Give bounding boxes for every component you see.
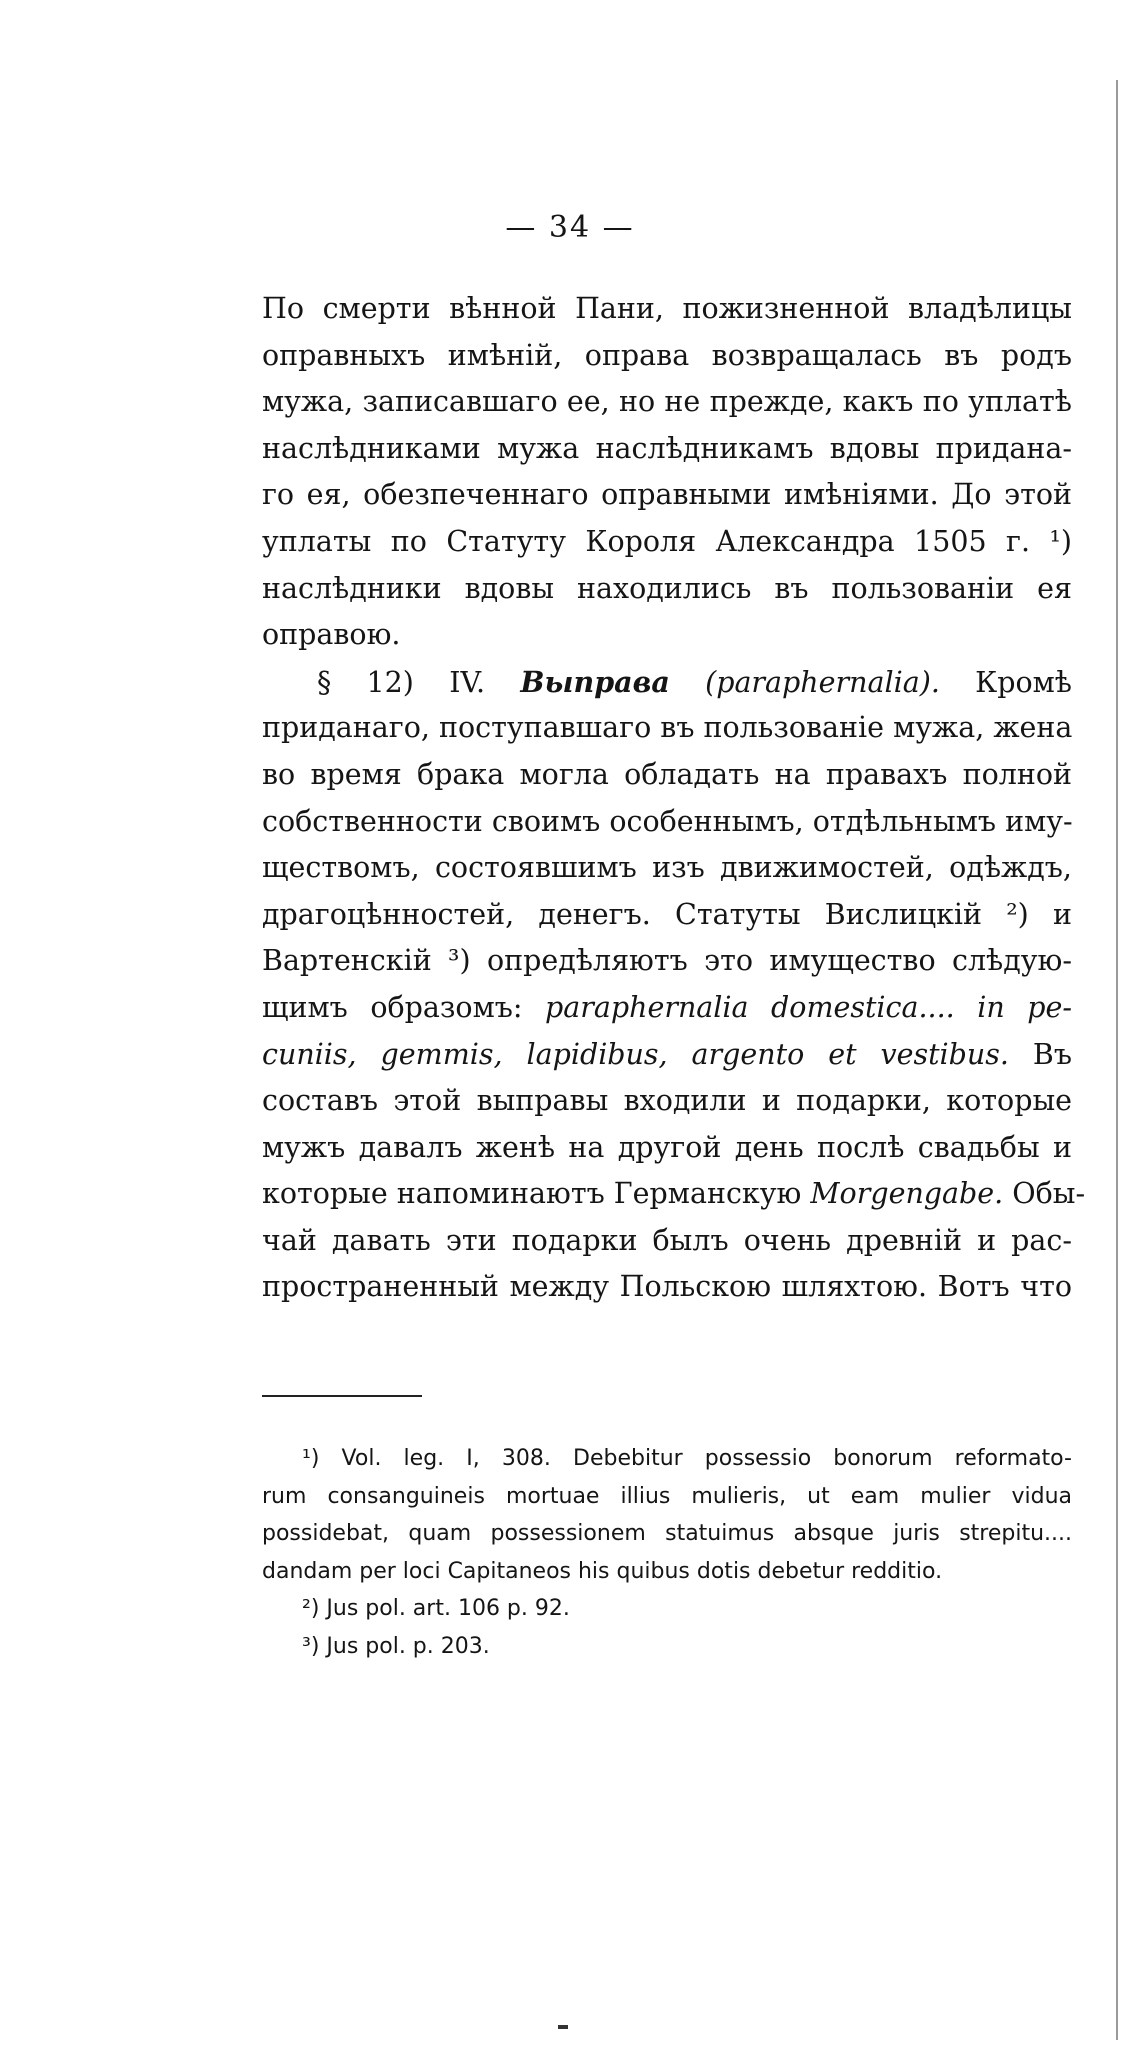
text-line: уплаты по Статуту Короля Александра 1505 г. ¹) <box>262 524 1072 558</box>
latin-quote: cuniis, gemmis, lapidibus, argento et vestibus. <box>262 1037 1009 1071</box>
text-line: во время брака могла обладать на правахъ полной <box>262 757 1072 791</box>
section-title-latin: (paraphernalia). <box>705 665 940 699</box>
text-line: мужъ давалъ женѣ на другой день послѣ свадьбы и <box>262 1130 1072 1164</box>
footnote-line: possidebat, quam possessionem statuimus absque juris strepitu.... <box>262 1521 1072 1546</box>
main-text <box>262 286 1086 1311</box>
text-fragment: которые напоминаютъ Германскую <box>262 1177 802 1211</box>
morgengabe-line <box>262 1171 1086 1218</box>
quote-line <box>262 1032 1072 1079</box>
footnote-2: ²) Jus pol. art. 106 p. 92. <box>302 1596 570 1621</box>
text-line: наслѣдниками мужа наслѣдникамъ вдовы придана- <box>262 431 1072 465</box>
latin-term: Morgengabe. <box>810 1177 1004 1211</box>
bottom-mark <box>558 2025 568 2029</box>
section-mark: § 12) IV. <box>317 665 486 699</box>
text-line: ществомъ, состоявшимъ изъ движимостей, одѣждъ, <box>262 851 1072 885</box>
footnote-line: rum consanguineis mortuae illius mulieris, ut eam mulier vidua <box>262 1483 1072 1509</box>
section-title: Выправа <box>520 664 670 699</box>
text-line: наслѣдники вдовы находились въ пользованіи ея <box>262 571 1072 605</box>
section-line-rest: Кромѣ <box>975 665 1072 699</box>
text-line: чай давать эти подарки былъ очень древній и рас- <box>262 1223 1072 1257</box>
text-line: Вартенскій ³) опредѣляютъ это имущество слѣдую- <box>262 944 1072 978</box>
page-number: — 34 — <box>505 210 635 245</box>
quote-intro: щимъ образомъ: <box>262 990 523 1024</box>
quote-line <box>262 985 1072 1032</box>
text-line: го ея, обезпеченнаго оправными имѣніями. До этой <box>262 478 1072 512</box>
footnote-3: ³) Jus pol. p. 203. <box>302 1633 490 1659</box>
footnotes <box>262 1440 1072 1665</box>
text-line: собственности своимъ особеннымъ, отдѣльнымъ иму- <box>262 804 1073 838</box>
text-line: По смерти вѣнной Пани, пожизненной владѣлицы <box>262 292 1072 325</box>
text-fragment: Обы- <box>1012 1177 1086 1211</box>
latin-quote: paraphernalia domestica.... in pe- <box>545 990 1072 1024</box>
footnote-line: dandam per loci Capitaneos his quibus dotis debetur redditio. <box>262 1558 943 1584</box>
text-line: драгоцѣнностей, денегъ. Статуты Вислицкій ²) и <box>262 897 1072 931</box>
quote-continuation: Въ <box>1032 1037 1072 1071</box>
footnote-divider <box>262 1395 422 1397</box>
text-line: пространенный между Польскою шляхтою. Вотъ что <box>262 1270 1072 1304</box>
page-edge-line <box>1116 80 1118 2040</box>
section-heading-line <box>262 659 1072 706</box>
text-line: мужа, записавшаго ее, но не прежде, какъ по уплатѣ <box>262 385 1072 419</box>
footnote-line: ¹) Vol. leg. I, 308. Debebitur possessio bonorum reformato- <box>302 1446 1072 1471</box>
text-line: приданаго, поступавшаго въ пользованіе мужа, жена <box>262 711 1073 745</box>
text-line: оправныхъ имѣній, оправа возвращалась въ родъ <box>262 338 1072 372</box>
text-line: оправою. <box>262 618 401 652</box>
text-line: составъ этой выправы входили и подарки, которые <box>262 1084 1072 1118</box>
